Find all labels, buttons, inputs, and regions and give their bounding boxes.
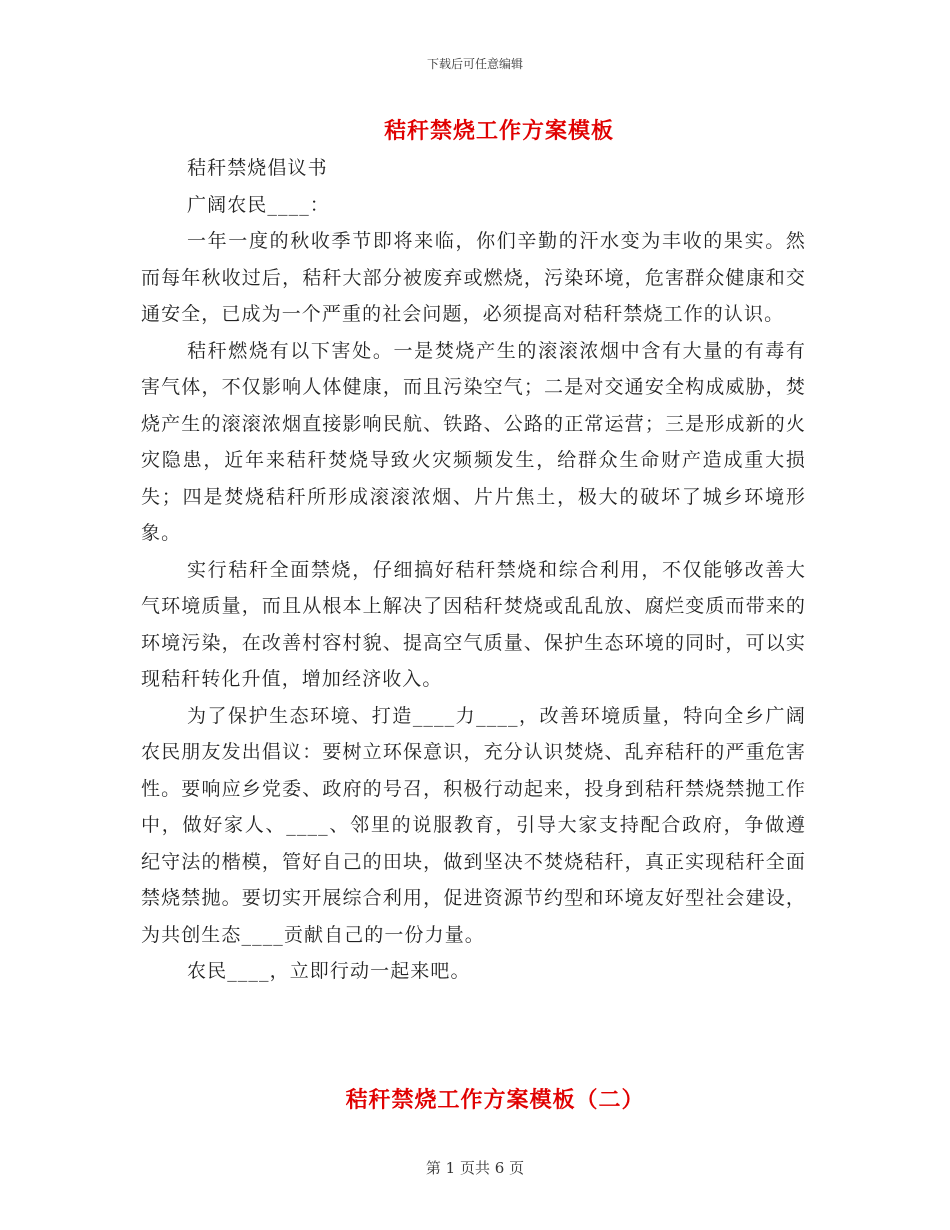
paragraph-closing: 农民____，立即行动一起来吧。 (187, 960, 471, 982)
paragraph: 秸秆燃烧有以下害处。一是焚烧产生的滚滚浓烟中含有大量的有毒有害气体，不仅影响人体健康，而且污染空气；二是对交通安全构成威胁，焚烧产生的滚滚浓烟直接影响民航、铁路、公路的正常运营；三是形成新的火灾隐患，近年来秸秆焚烧导致火灾频频发生，给群众生命财产造成重大损失；四是焚烧秸秆所形成滚滚浓烟、片片焦土，极大的破坏了城乡环境形象。 (141, 339, 806, 544)
paragraph-heading: 秸秆禁烧倡议书 (187, 157, 328, 179)
section-subtitle: 秸秆禁烧工作方案模板（二） (345, 1087, 645, 1113)
document-title: 秸秆禁烧工作方案模板 (383, 118, 614, 144)
paragraph: 为了保护生态环境、打造____力____，改善环境质量，特向全乡广阔农民朋友发出倡议：要树立环保意识，充分认识焚烧、乱弃秸秆的严重危害性。要响应乡党委、政府的号召，积极行动起来，投身到秸秆禁烧禁抛工作中，做好家人、____、邻里的说服教育，引导大家支持配合政府，争做遵纪守法的楷模，管好自己的田块，做到坚决不焚烧秸秆，真正实现秸秆全面禁烧禁抛。要切实开展综合利用，促进资源节约型和环境友好型社会建设，为共创生态____贡献自己的一份力量。 (141, 704, 806, 946)
body-text (141, 150, 806, 990)
paragraph-salutation: 广阔农民____： (187, 193, 330, 216)
page-footer: 第 1 页共 6 页 (425, 1159, 525, 1177)
paragraph: 一年一度的秋收季节即将来临，你们辛勤的汗水变为丰收的果实。然而每年秋收过后，秸秆大部分被废弃或燃烧，污染环境，危害群众健康和交通安全，已成为一个严重的社会问题，必须提高对秸秆禁烧工作的认识。 (141, 230, 806, 325)
paragraph: 实行秸秆全面禁烧，仔细搞好秸秆禁烧和综合利用，不仅能够改善大气环境质量，而且从根本上解决了因秸秆焚烧或乱乱放、腐烂变质而带来的环境污染，在改善村容村貌、提高空气质量、保护生态环境的同时，可以实现秸秆转化升值，增加经济收入。 (141, 558, 806, 690)
header-note: 下载后可任意编辑 (426, 57, 523, 71)
